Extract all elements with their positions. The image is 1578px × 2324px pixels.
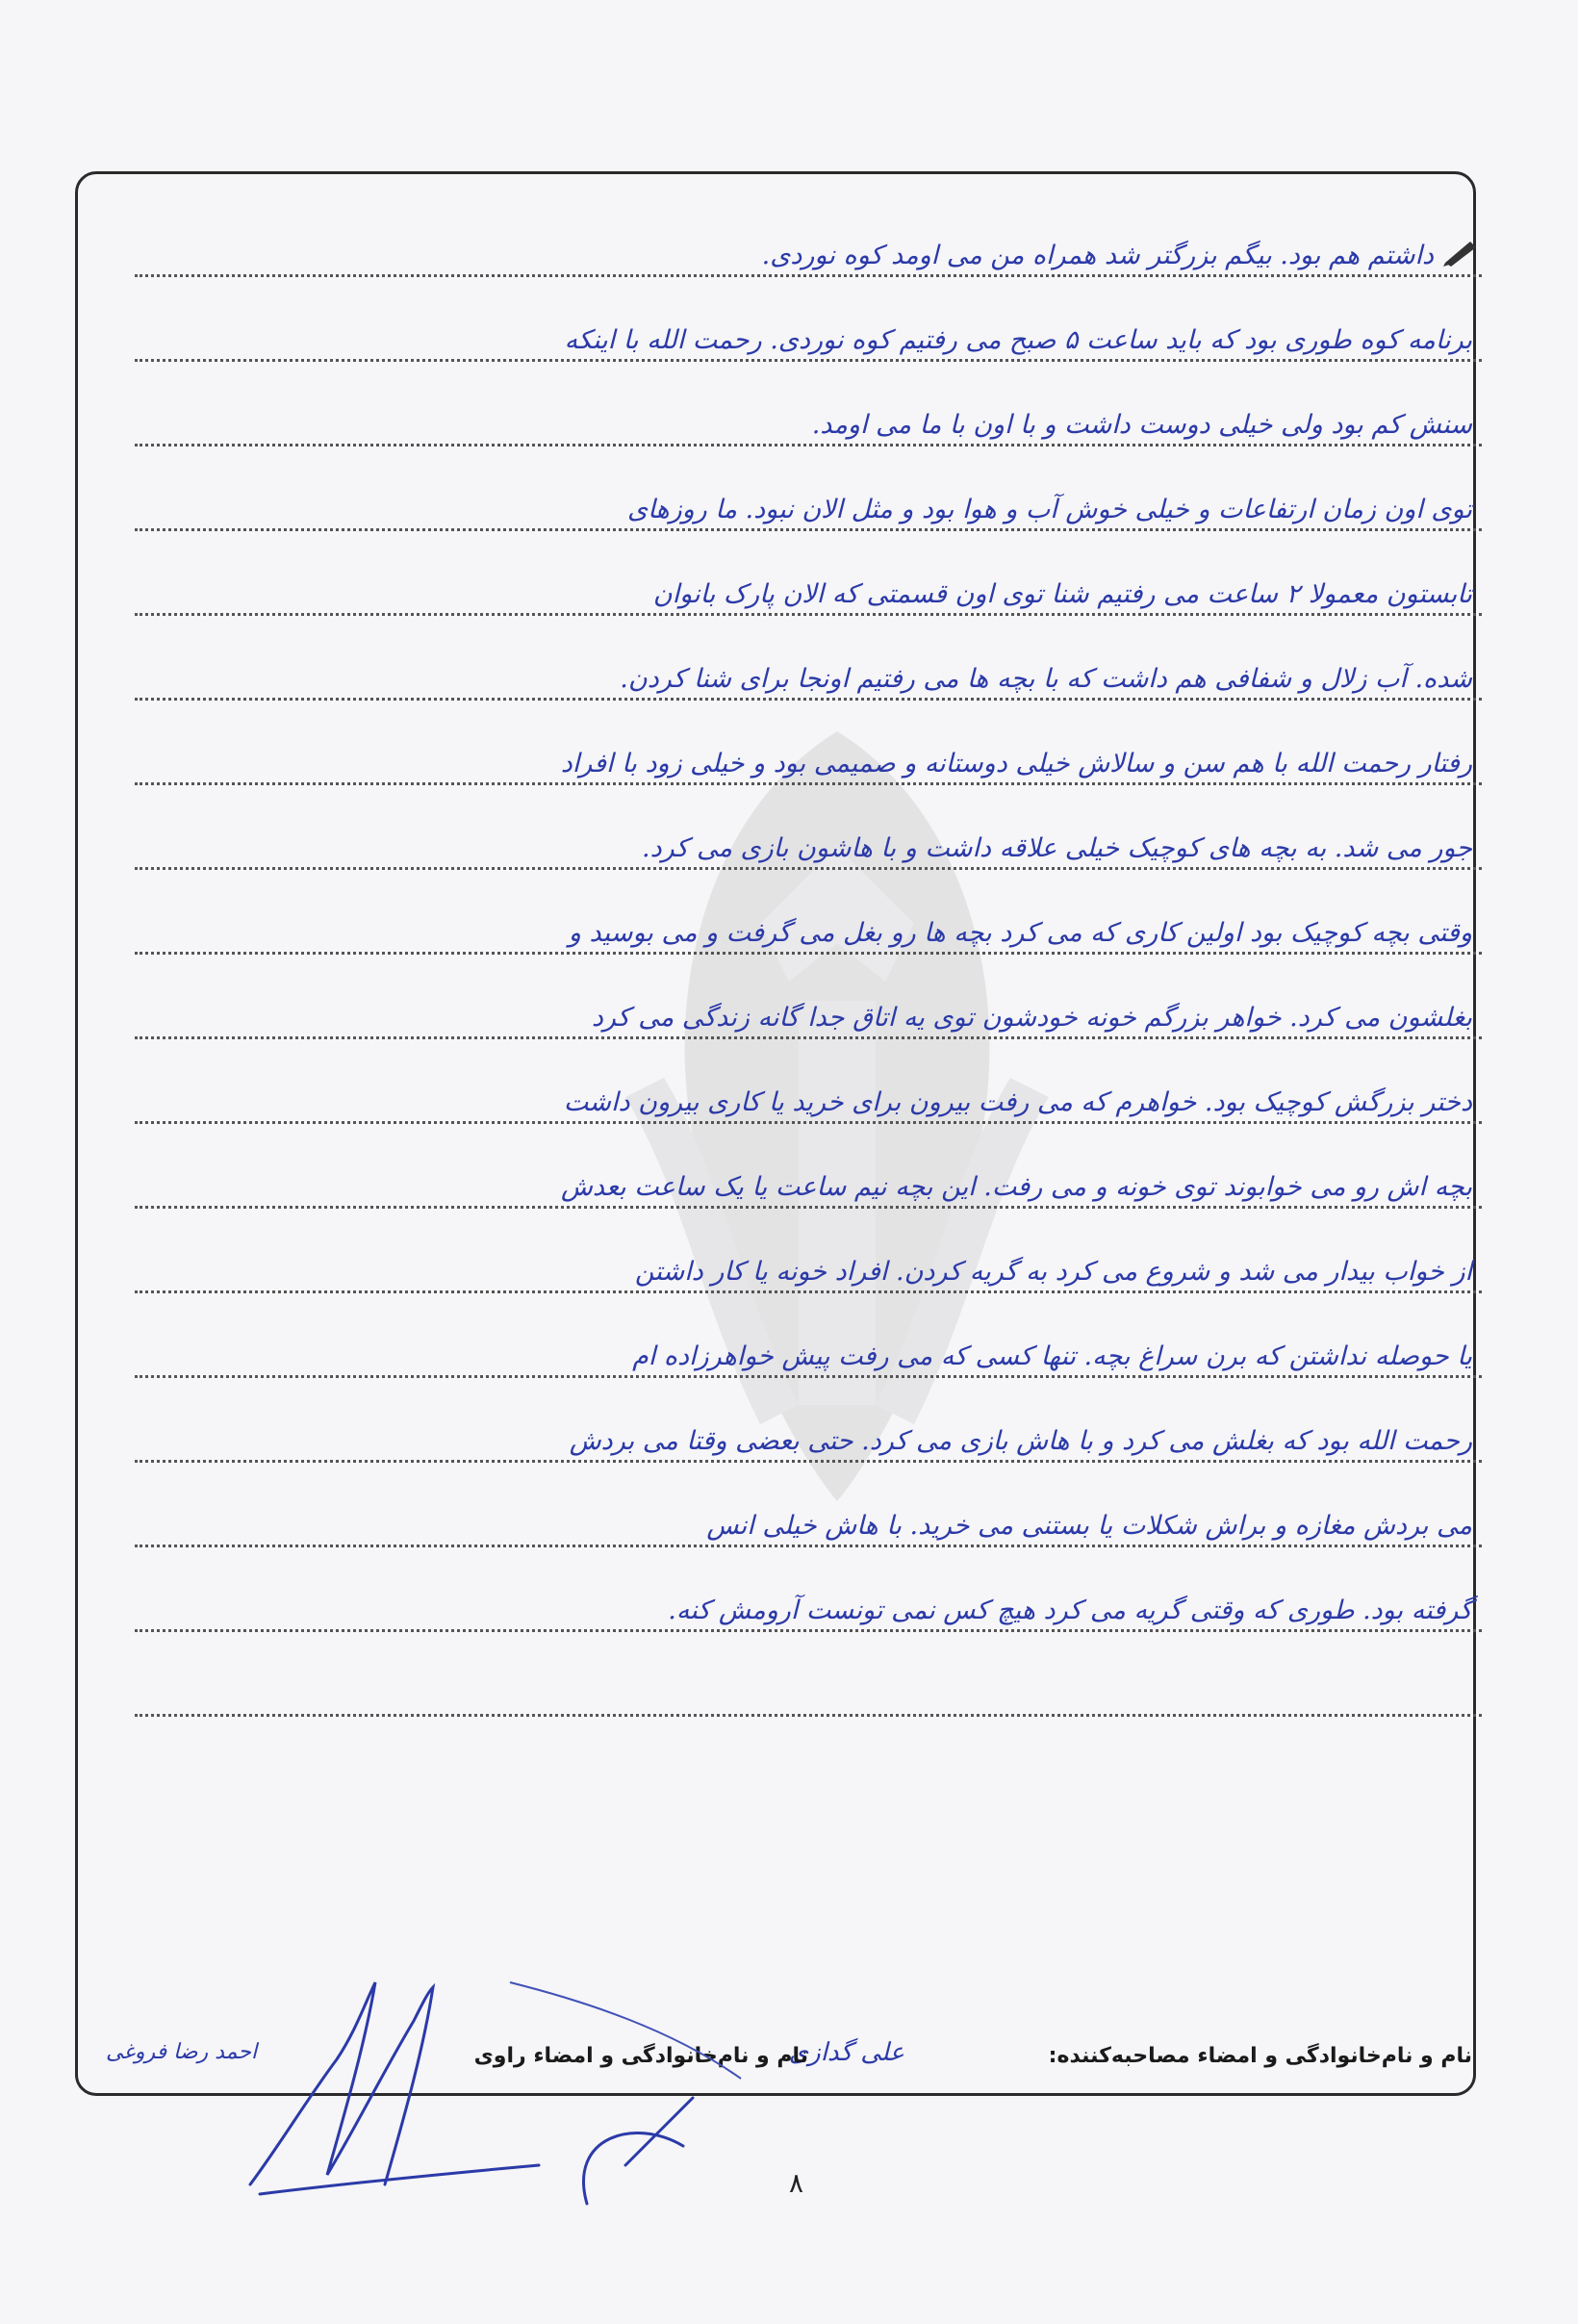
ruled-line (135, 531, 1482, 616)
pen-icon (1441, 238, 1480, 267)
handwritten-line: یا حوصله نداشتن که برن سراغ بچه. تنها کسی که می رفت پیش خواهرزاده ام (632, 1341, 1472, 1371)
handwritten-line: سنش کم بود ولی خیلی دوست داشت و با اون با ما می اومد. (811, 410, 1472, 440)
handwritten-line: شده. آب زلال و شفافی هم داشت که با بچه ها می رفتیم اونجا برای شنا کردن. (620, 664, 1472, 694)
interviewer-signature: علی گدازی (788, 2038, 904, 2067)
ruled-line (135, 1632, 1482, 1717)
interviewer-label: نام و نام‌خانوادگی و امضاء مصاحبه‌کننده: (1048, 2044, 1472, 2068)
ruled-line (135, 447, 1482, 531)
ruled-line (135, 1124, 1482, 1209)
handwritten-line: رحمت الله بود که بغلش می کرد و با هاش بازی می کرد. حتی بعضی وقتا می بردش (569, 1426, 1472, 1456)
handwritten-line: بچه اش رو می خوابوند توی خونه و می رفت. این بچه نیم ساعت یا یک ساعت بعدش (560, 1172, 1472, 1202)
handwritten-line: برنامه کوه طوری بود که باید ساعت ۵ صبح می رفتیم کوه نوردی. رحمت الله با اینکه (564, 325, 1472, 355)
handwritten-line: داشتم هم بود. بیگم بزرگتر شد همراه من می اومد کوه نوردی. (761, 241, 1434, 270)
ruled-line (135, 1547, 1482, 1632)
narrator-signature-scribble (221, 1944, 760, 2223)
handwritten-line: جور می شد. به بچه های کوچیک خیلی علاقه داشت و با هاشون بازی می کرد. (642, 833, 1472, 863)
ruled-line (135, 1463, 1482, 1547)
ruled-line (135, 1293, 1482, 1378)
ruled-line (135, 785, 1482, 870)
handwritten-line: توی اون زمان ارتفاعات و خیلی خوش آب و هوا بود و مثل الان نبود. ما روزهای (626, 495, 1472, 524)
handwritten-line: گرفته بود. طوری که وقتی گریه می کرد هیچ کس نمی تونست آرومش کنه. (668, 1596, 1472, 1625)
page-number: ۸ (789, 2167, 804, 2199)
handwritten-line: تابستون معمولا ۲ ساعت می رفتیم شنا توی اون قسمتی که الان پارک بانوان (652, 579, 1472, 609)
ruled-line (135, 616, 1482, 701)
narrator-name: احمد رضا فروغی (106, 2040, 258, 2064)
narrator-label: نام و نام‌خانوادگی و امضاء راوی (473, 2044, 808, 2068)
ruled-line (135, 955, 1482, 1039)
ruled-line (135, 701, 1482, 785)
ruled-line (135, 1378, 1482, 1463)
ruled-line (135, 192, 1482, 277)
ruled-line (135, 870, 1482, 955)
handwritten-line: دختر بزرگش کوچیک بود. خواهرم که می رفت بیرون برای خرید یا کاری بیرون داشت (563, 1087, 1472, 1117)
ruled-line (135, 362, 1482, 447)
ruled-line (135, 1209, 1482, 1293)
handwritten-line: می بردش مغازه و براش شکلات یا بستنی می خرید. با هاش خیلی انس (706, 1511, 1472, 1541)
handwritten-line: رفتار رحمت الله با هم سن و سالاش خیلی دوستانه و صمیمی بود و خیلی زود با افراد (560, 749, 1472, 779)
ruled-line (135, 277, 1482, 362)
ruled-line (135, 1039, 1482, 1124)
handwritten-line: بغلشون می کرد. خواهر بزرگم خونه خودشون توی یه اتاق جدا گانه زندگی می کرد (591, 1003, 1472, 1033)
handwritten-line: وقتی بچه کوچیک بود اولین کاری که می کرد بچه ها رو بغل می گرفت و می بوسید و (568, 918, 1472, 948)
writing-lines (135, 192, 1482, 1717)
handwritten-line: از خواب بیدار می شد و شروع می کرد به گریه کردن. افراد خونه یا کار داشتن (634, 1257, 1472, 1287)
